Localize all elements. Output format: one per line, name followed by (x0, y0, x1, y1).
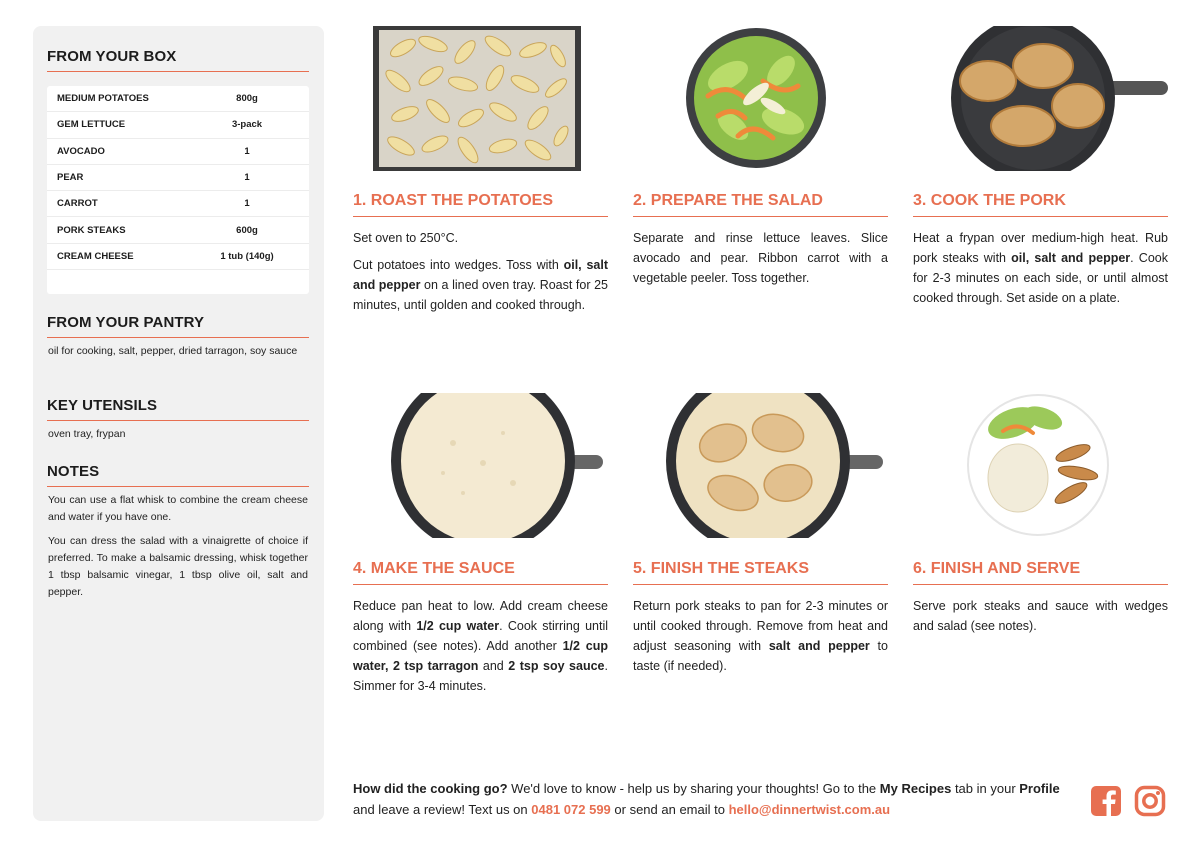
step-5-photo (633, 393, 888, 538)
box-ingredients-table (47, 86, 309, 294)
step-6-text: Serve pork steaks and sauce with wedges and salad (see notes). (913, 599, 1168, 633)
step-4-title: 4. MAKE THE SAUCE (353, 560, 608, 585)
phone-link[interactable]: 0481 072 599 (531, 802, 611, 817)
ingredient-name: GEM LETTUCE (57, 119, 126, 131)
ingredient-qty: 800g (236, 93, 258, 105)
pantry-text: oil for cooking, salt, pepper, dried tarragon, soy sauce (48, 345, 298, 357)
ingredient-name: CREAM CHEESE (57, 250, 134, 262)
ingredient-name: CARROT (57, 198, 98, 210)
step-3-title: 3. COOK THE PORK (913, 192, 1168, 217)
step-3-photo (913, 26, 1168, 171)
note-item: You can use a flat whisk to combine the cream cheese and water if you have one. (48, 494, 308, 523)
pantry-heading: FROM YOUR PANTRY (47, 314, 309, 338)
ingredient-name: PORK STEAKS (57, 224, 126, 236)
step-6-title: 6. FINISH AND SERVE (913, 560, 1168, 585)
step-5-body (633, 596, 888, 676)
box-heading: FROM YOUR BOX (47, 48, 309, 72)
table-row (47, 165, 309, 191)
ingredient-name: PEAR (57, 172, 84, 184)
feedback-footer: How did the cooking go? We'd love to know - help us by sharing your thoughts! Go to the My Recipes tab in your Profile and leave a review! Text us on 0481 072 599 or send an email to hello@dinnertwist.com.au (353, 781, 1060, 817)
step-5-title: 5. FINISH THE STEAKS (633, 560, 888, 585)
table-row (47, 244, 309, 270)
step-1-photo (353, 26, 608, 171)
note-item: You can dress the salad with a vinaigrette of choice if preferred. To make a balsamic dressing, whisk together 1 tbsp balsamic vinegar, 1 tbsp olive oil, salt and pepper. (48, 535, 308, 598)
profile-link[interactable]: Profile (1019, 781, 1060, 796)
step-1-title: 1. ROAST THE POTATOES (353, 192, 608, 217)
step-2-photo (633, 26, 888, 171)
table-row (47, 191, 309, 217)
step-3-text: Heat a frypan over medium-high heat. Rub pork steaks with oil, salt and pepper. Cook for 2-3 minutes on each side, or until almost cooked through. Set aside on a plate. (913, 231, 1168, 305)
utensils-heading: KEY UTENSILS (47, 397, 309, 421)
instagram-icon[interactable] (1134, 785, 1166, 817)
ingredient-qty: 1 (244, 172, 250, 184)
utensils-text: oven tray, frypan (48, 428, 126, 440)
step-1-text: Set oven to 250°C. (353, 231, 459, 245)
ingredient-qty: 1 (244, 145, 250, 157)
step-6-photo (913, 393, 1168, 538)
step-2-text: Separate and rinse lettuce leaves. Slice avocado and pear. Ribbon carrot with a vegetable peeler. Toss together. (633, 231, 888, 285)
step-4-body (353, 596, 608, 696)
table-row (47, 139, 309, 165)
step-2-title: 2. PREPARE THE SALAD (633, 192, 888, 217)
step-4-text: Reduce pan heat to low. Add cream cheese along with 1/2 cup water. Cook stirring until combined (see notes). Add another 1/2 cup water, 2 tsp tarragon and 2 tsp soy sauce. Simmer for 3-4 minutes. (353, 599, 608, 693)
ingredient-name: MEDIUM POTATOES (57, 93, 149, 105)
step-1-text: Cut potatoes into wedges. Toss with oil, salt and pepper on a lined oven tray. Roast for 25 minutes, until golden and cooked through. (353, 258, 608, 312)
ingredient-qty: 3-pack (231, 119, 263, 131)
table-row (47, 112, 309, 138)
step-2-body (633, 228, 888, 288)
notes-heading: NOTES (47, 463, 309, 487)
step-4-photo (353, 393, 608, 538)
ingredient-qty: 1 tub (140g) (220, 250, 274, 262)
my-recipes-link[interactable]: My Recipes (879, 781, 952, 796)
facebook-icon[interactable] (1090, 785, 1122, 817)
email-link[interactable]: hello@dinnertwist.com.au (728, 802, 891, 817)
table-row (47, 217, 309, 243)
table-row (47, 86, 309, 112)
step-5-text: Return pork steaks to pan for 2-3 minutes or until cooked through. Remove from heat and adjust seasoning with salt and pepper to taste (if needed). (633, 599, 888, 673)
step-3-body (913, 228, 1168, 308)
step-1-body (353, 228, 608, 315)
ingredient-qty: 1 (244, 198, 250, 210)
notes-text (48, 492, 308, 601)
ingredients-sidebar (33, 26, 324, 821)
step-6-body (913, 596, 1168, 636)
footer-lead: How did the cooking go? (353, 781, 508, 796)
ingredient-qty: 600g (236, 224, 258, 236)
ingredient-name: AVOCADO (57, 145, 105, 157)
